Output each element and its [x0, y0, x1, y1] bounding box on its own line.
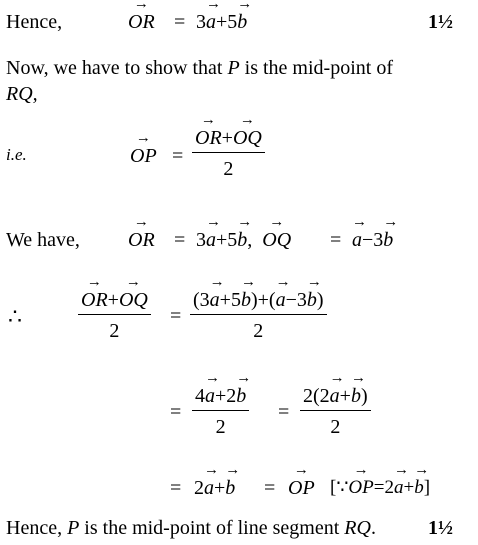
fraction-sum-over-2: (3→ a+5→ b)+(→ a−3→ b) 2 [190, 290, 327, 342]
expression-3a-plus-5b-oq: 3→ a+5→ b, → OQ [196, 230, 291, 250]
fraction-4a-plus-2b-over-2: 4→ a+2→ b 2 [192, 386, 249, 438]
ie-label: i.e. [6, 145, 27, 164]
equals-sign: = [170, 305, 182, 327]
expression-3a-plus-5b: 3→ a+5→ b [196, 12, 247, 32]
equals-sign: = [330, 229, 342, 251]
vector-oq: → OQ [233, 128, 262, 149]
vector-a: → a [206, 12, 216, 32]
vector-oq: → OQ [262, 230, 291, 250]
equals-sign: = [264, 477, 276, 499]
we-have-label: We have, [6, 229, 80, 251]
vector-or: → OR [128, 12, 155, 32]
fraction-or-plus-oq-over-2: → OR+→ OQ 2 [192, 128, 265, 180]
vector-op: → OP [288, 478, 315, 498]
expression-a-minus-3b: → a−3→ b [352, 230, 393, 250]
equals-sign: = [174, 11, 186, 33]
therefore-symbol: ∴ [8, 304, 22, 329]
marks-label: 1½ [428, 11, 453, 33]
hence-label: Hence, [6, 11, 63, 33]
equals-sign: = [172, 145, 184, 167]
statement-line-2: RQ, [6, 83, 38, 105]
marks-label: 1½ [428, 517, 453, 539]
equals-sign: = [174, 229, 186, 251]
fraction-2-times-2a-plus-b-over-2: 2(2→ a+→ b) 2 [300, 386, 371, 438]
because-bracket: [∵→ OP=2→ a+→ b] [330, 478, 430, 497]
equation-op [130, 146, 157, 166]
equals-sign: = [278, 401, 290, 423]
statement-line-1: Now, we have to show that P is the mid-point of [6, 57, 393, 79]
result-op [288, 478, 315, 498]
equation-or-oq [128, 230, 155, 250]
vector-b: → b [237, 12, 247, 32]
equation-or [128, 12, 155, 32]
fraction-or-plus-oq-over-2-lhs: → OR+→ OQ 2 [78, 290, 151, 342]
vector-or: → OR [128, 230, 155, 250]
vector-or: → OR [195, 128, 222, 149]
expression-2a-plus-b: 2→ a+→ b [194, 478, 235, 498]
vector-op: → OP [130, 146, 157, 166]
equals-sign: = [170, 477, 182, 499]
equals-sign: = [170, 401, 182, 423]
conclusion-line: Hence, P is the mid-point of line segment RQ. [6, 517, 376, 539]
